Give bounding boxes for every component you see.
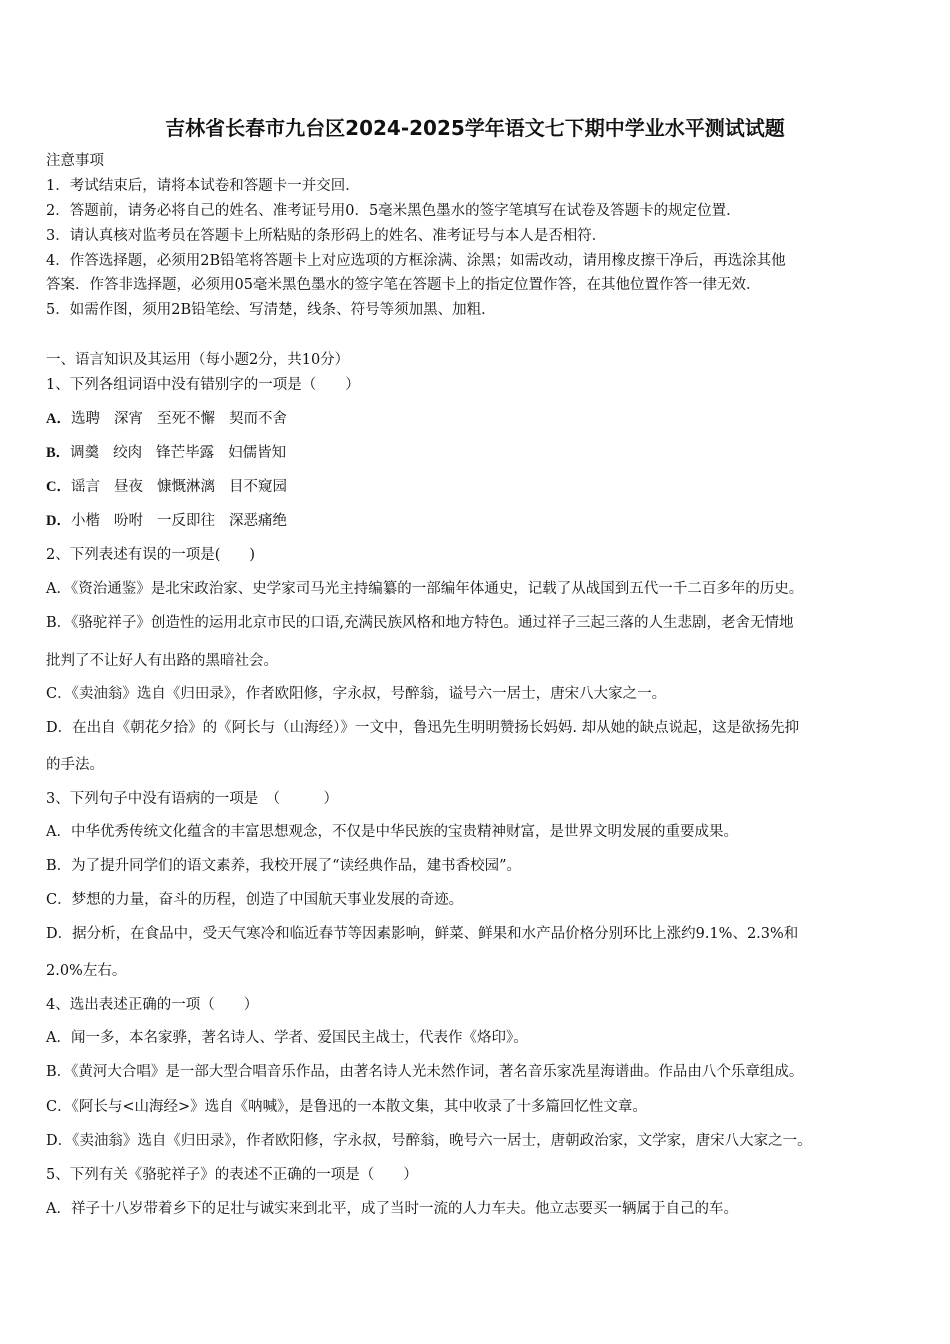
q2-option-d: D．在出自《朝花夕拾》的《阿长与（山海经）》一文中，鲁迅先生明明赞扬长妈妈. 却从她的缺点说起，这是欲扬先抑 [46, 720, 800, 736]
notice-item: 5．如需作图，须用2B铅笔绘、写清楚，线条、符号等须加黑、加粗． [46, 302, 496, 318]
q2-option-b: B．《骆驼祥子》创造性的运用北京市民的口语,充满民族风格和地方特色。通过祥子三起三落的人生悲剧，老舍无情地 [46, 615, 794, 631]
option-letter: C． [46, 479, 71, 495]
notice-item: 2．答题前，请务必将自己的姓名、准考证号用0．5毫米黑色墨水的签字笔填写在试卷及答题卡的规定位置． [46, 203, 741, 219]
q2-option-c: C．《卖油翁》选自《归田录》，作者欧阳修，字永叔，号醉翁，谥号六一居士，唐宋八大家之一。 [46, 686, 667, 702]
option-word: 妇儒皆知 [228, 445, 287, 461]
q4-option-c: C．《阿长与<山海经>》选自《呐喊》，是鲁迅的一本散文集，其中收录了十多篇回忆性文章。 [46, 1099, 647, 1115]
q4-option-b: B．《黄河大合唱》是一部大型合唱音乐作品，由著名诗人光未然作词，著名音乐家冼星海谱曲。作品由八个乐章组成。 [46, 1064, 804, 1080]
notice-item: 3．请认真核对监考员在答题卡上所粘贴的条形码上的姓名、准考证号与本人是否相符． [46, 228, 607, 244]
section-heading: 一、语言知识及其运用（每小题2分，共10分） [46, 352, 350, 368]
option-word: 一反即往 [156, 513, 215, 529]
q3-option-d-cont: 2.0%左右。 [46, 963, 127, 979]
question-3-stem: 3、下列句子中没有语病的一项是 （ ） [46, 791, 338, 807]
q1-option-a [46, 409, 301, 429]
q2-option-b-cont: 批判了不让好人有出路的黑暗社会。 [46, 653, 278, 669]
option-word: 吩咐 [113, 513, 143, 529]
option-word: 深恶痛绝 [228, 513, 287, 529]
option-word: 昼夜 [113, 479, 143, 495]
q3-option-d: D．据分析，在食品中，受天气寒冷和临近春节等因素影响，鲜菜、鲜果和水产品价格分别环比上涨约9.1%、2.3%和 [46, 926, 799, 942]
option-letter: A． [46, 411, 71, 427]
option-word: 选聘 [70, 411, 100, 427]
q3-option-c: C．梦想的力量，奋斗的历程，创造了中国航天事业发展的奇迹。 [46, 892, 464, 908]
q1-option-b [46, 443, 300, 463]
option-word: 契而不舍 [228, 411, 287, 427]
option-word: 调羹 [70, 445, 100, 461]
notice-heading: 注意事项 [46, 153, 104, 169]
q4-option-a: A．闻一多，本名家骅，著名诗人、学者、爱国民主战士，代表作《烙印》。 [46, 1030, 528, 1046]
option-letter: B． [46, 445, 71, 461]
q4-option-d: D．《卖油翁》选自《归田录》，作者欧阳修，字永叔，号醉翁，晚号六一居士，唐朝政治家，文学家，唐宋八大家之一。 [46, 1133, 812, 1149]
question-2-stem: 2、下列表述有误的一项是( ) [46, 547, 256, 563]
q1-option-d [46, 511, 301, 531]
q1-option-c [46, 477, 301, 497]
option-letter: D． [46, 513, 71, 529]
option-word: 深宵 [113, 411, 143, 427]
option-word: 绞肉 [113, 445, 143, 461]
q2-option-d-cont: 的手法。 [46, 757, 104, 773]
option-word: 小楷 [70, 513, 100, 529]
question-5-stem: 5、下列有关《骆驼祥子》的表述不正确的一项是（ ） [46, 1167, 418, 1183]
notice-item: 答案．作答非选择题，必须用05毫米黑色墨水的签字笔在答题卡上的指定位置作答，在其他位置作答一律无效． [46, 277, 761, 293]
notice-item: 1．考试结束后，请将本试卷和答题卡一并交回． [46, 178, 360, 194]
notice-item: 4．作答选择题，必须用2B铅笔将答题卡上对应选项的方框涂满、涂黑；如需改动，请用橡皮擦干净后，再选涂其他 [46, 253, 786, 269]
question-4-stem: 4、选出表述正确的一项（ ） [46, 997, 259, 1013]
q3-option-a: A．中华优秀传统文化蕴含的丰富思想观念，不仅是中华民族的宝贵精神财富，是世界文明发展的重要成果。 [46, 824, 738, 840]
option-word: 锋芒毕露 [156, 445, 215, 461]
q5-option-a: A．祥子十八岁带着乡下的足壮与诚实来到北平，成了当时一流的人力车夫。他立志要买一辆属于自己的车。 [46, 1201, 738, 1217]
option-word: 谣言 [70, 479, 100, 495]
option-word: 至死不懈 [156, 411, 215, 427]
q2-option-a: A．《资治通鉴》是北宋政治家、史学家司马光主持编纂的一部编年体通史，记载了从战国到五代一千二百多年的历史。 [46, 581, 804, 597]
page-title: 吉林省长春市九台区2024-2025学年语文七下期中学业水平测试试题 [165, 116, 785, 140]
option-word: 目不窥园 [228, 479, 287, 495]
option-word: 慷慨淋漓 [156, 479, 215, 495]
q3-option-b: B．为了提升同学们的语文素养，我校开展了“读经典作品，建书香校园”。 [46, 858, 521, 874]
question-1-stem: 1、下列各组词语中没有错别字的一项是（ ） [46, 377, 360, 393]
